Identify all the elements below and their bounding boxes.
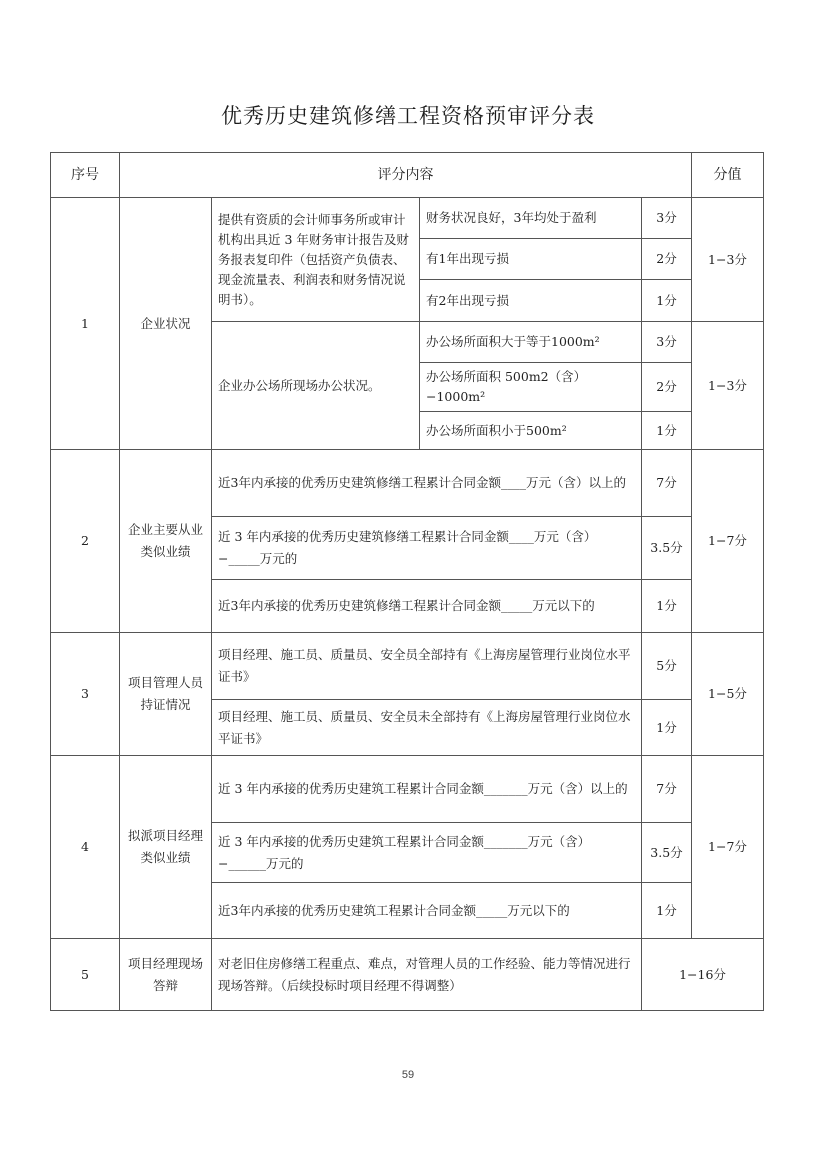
header-content: 评分内容 <box>120 153 692 198</box>
criteria-item: 近 3 年内承接的优秀历史建筑修缮工程累计合同金额____万元（含）−_____万元的 <box>212 517 642 580</box>
row-category: 项目经理现场答辩 <box>120 939 212 1011</box>
score-range: 1−3分 <box>692 198 764 322</box>
criteria-item: 项目经理、施工员、质量员、安全员未全部持有《上海房屋管理行业岗位水平证书》 <box>212 700 642 756</box>
criteria-item: 财务状况良好，3年均处于盈利 <box>420 198 642 239</box>
item-points: 1分 <box>642 883 692 939</box>
score-range: 1−7分 <box>692 756 764 939</box>
row-number: 1 <box>51 198 120 450</box>
scoring-table <box>50 152 764 1011</box>
row-category: 项目管理人员持证情况 <box>120 633 212 756</box>
criteria-item: 近3年内承接的优秀历史建筑修缮工程累计合同金额____万元（含）以上的 <box>212 450 642 517</box>
item-points: 3.5分 <box>642 823 692 883</box>
row-number: 2 <box>51 450 120 633</box>
criteria-item: 项目经理、施工员、质量员、安全员全部持有《上海房屋管理行业岗位水平证书》 <box>212 633 642 700</box>
criteria-item: 办公场所面积大于等于1000m² <box>420 322 642 363</box>
criteria-description: 企业办公场所现场办公状况。 <box>212 322 420 450</box>
item-points: 1分 <box>642 412 692 450</box>
row-category: 企业状况 <box>120 198 212 450</box>
score-range: 1−5分 <box>692 633 764 756</box>
header-score: 分值 <box>692 153 764 198</box>
item-points: 1分 <box>642 580 692 633</box>
table-row <box>51 633 764 700</box>
criteria-item: 近 3 年内承接的优秀历史建筑工程累计合同金额_______万元（含）以上的 <box>212 756 642 823</box>
row-number: 5 <box>51 939 120 1011</box>
criteria-item: 有1年出现亏损 <box>420 239 642 280</box>
score-range: 1−16分 <box>642 939 764 1011</box>
item-points: 3分 <box>642 322 692 363</box>
item-points: 7分 <box>642 756 692 823</box>
item-points: 3分 <box>642 198 692 239</box>
table-row <box>51 198 764 239</box>
item-points: 2分 <box>642 363 692 412</box>
page-number: 59 <box>401 1069 415 1081</box>
item-points: 5分 <box>642 633 692 700</box>
item-points: 7分 <box>642 450 692 517</box>
item-points: 1分 <box>642 280 692 322</box>
criteria-item: 办公场所面积 500m2（含）−1000m² <box>420 363 642 412</box>
table-row <box>51 450 764 517</box>
item-points: 3.5分 <box>642 517 692 580</box>
page-title: 优秀历史建筑修缮工程资格预审评分表 <box>221 104 595 128</box>
criteria-item: 办公场所面积小于500m² <box>420 412 642 450</box>
criteria-item: 近3年内承接的优秀历史建筑修缮工程累计合同金额_____万元以下的 <box>212 580 642 633</box>
row-category: 企业主要从业类似业绩 <box>120 450 212 633</box>
row-number: 4 <box>51 756 120 939</box>
criteria-item: 对老旧住房修缮工程重点、难点，对管理人员的工作经验、能力等情况进行现场答辩。（后续投标时项目经理不得调整） <box>212 939 642 1011</box>
table-header-row <box>51 153 764 198</box>
table-row <box>51 756 764 823</box>
item-points: 2分 <box>642 239 692 280</box>
criteria-item: 近 3 年内承接的优秀历史建筑工程累计合同金额_______万元（含）−______万元的 <box>212 823 642 883</box>
score-range: 1−3分 <box>692 322 764 450</box>
row-category: 拟派项目经理类似业绩 <box>120 756 212 939</box>
criteria-description: 提供有资质的会计师事务所或审计机构出具近 3 年财务审计报告及财务报表复印件（包括资产负债表、现金流量表、利润表和财务情况说明书）。 <box>212 198 420 322</box>
table-row <box>51 939 764 1011</box>
row-number: 3 <box>51 633 120 756</box>
item-points: 1分 <box>642 700 692 756</box>
criteria-item: 近3年内承接的优秀历史建筑工程累计合同金额_____万元以下的 <box>212 883 642 939</box>
score-range: 1−7分 <box>692 450 764 633</box>
criteria-item: 有2年出现亏损 <box>420 280 642 322</box>
header-seq: 序号 <box>51 153 120 198</box>
